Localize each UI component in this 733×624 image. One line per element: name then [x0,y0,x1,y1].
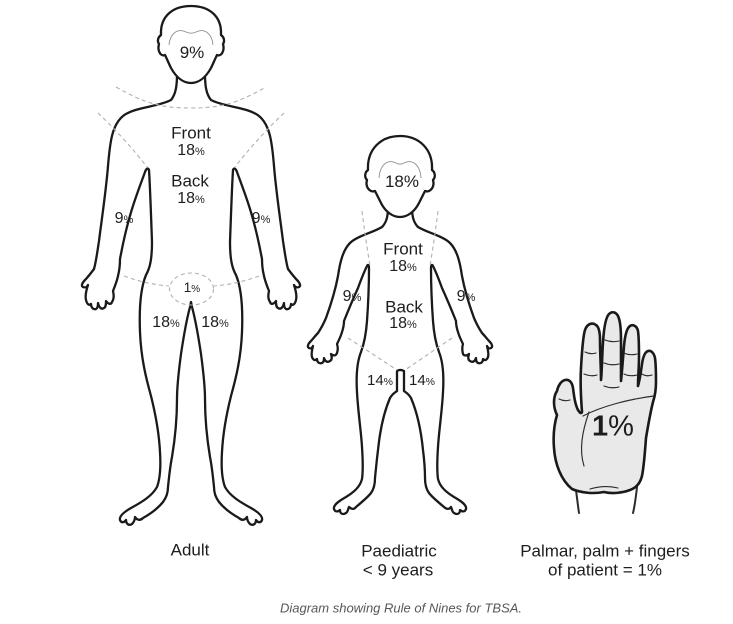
paediatric-right-leg-percentage: 14% [408,372,436,389]
hand-wrist-right-line [633,487,637,513]
adult-left-leg-percentage: 18% [152,314,180,331]
hand-outline [554,312,656,493]
palm-percentage: 1% [592,410,634,443]
paediatric-left-arm-percentage: 9% [342,288,362,305]
paediatric-right-arm-percentage: 9% [456,288,476,305]
adult-left-arm-percentage: 9% [114,210,134,227]
paediatric-back-label: Back [385,297,423,317]
adult-back-percentage: 18% [177,190,205,207]
palm-figure-caption-line2: of patient = 1% [548,560,662,580]
paediatric-front-percentage: 18% [389,258,417,275]
paediatric-head-percentage: 18% [384,172,420,191]
adult-right-leg-percentage: 18% [201,314,229,331]
diagram-caption: Diagram showing Rule of Nines for TBSA. [279,600,523,616]
paediatric-left-leg-percentage: 14% [366,372,394,389]
paediatric-figure-caption-line2: < 9 years [362,560,434,580]
hand-wrist-left-line [576,490,579,513]
adult-figure-caption: Adult [170,540,210,560]
paediatric-back-percentage: 18% [389,315,417,332]
adult-front-label: Front [171,123,211,143]
paediatric-figure-caption-line1: Paediatric [361,541,437,561]
adult-figure [82,6,300,525]
adult-front-percentage: 18% [177,142,205,159]
adult-back-label: Back [171,171,209,191]
paediatric-front-label: Front [383,239,423,259]
adult-head-percentage: 9% [179,43,205,62]
adult-right-arm-percentage: 9% [251,210,271,227]
palm-figure-caption-line1: Palmar, palm + fingers [520,541,690,561]
adult-groin-percentage: 1% [183,280,201,295]
